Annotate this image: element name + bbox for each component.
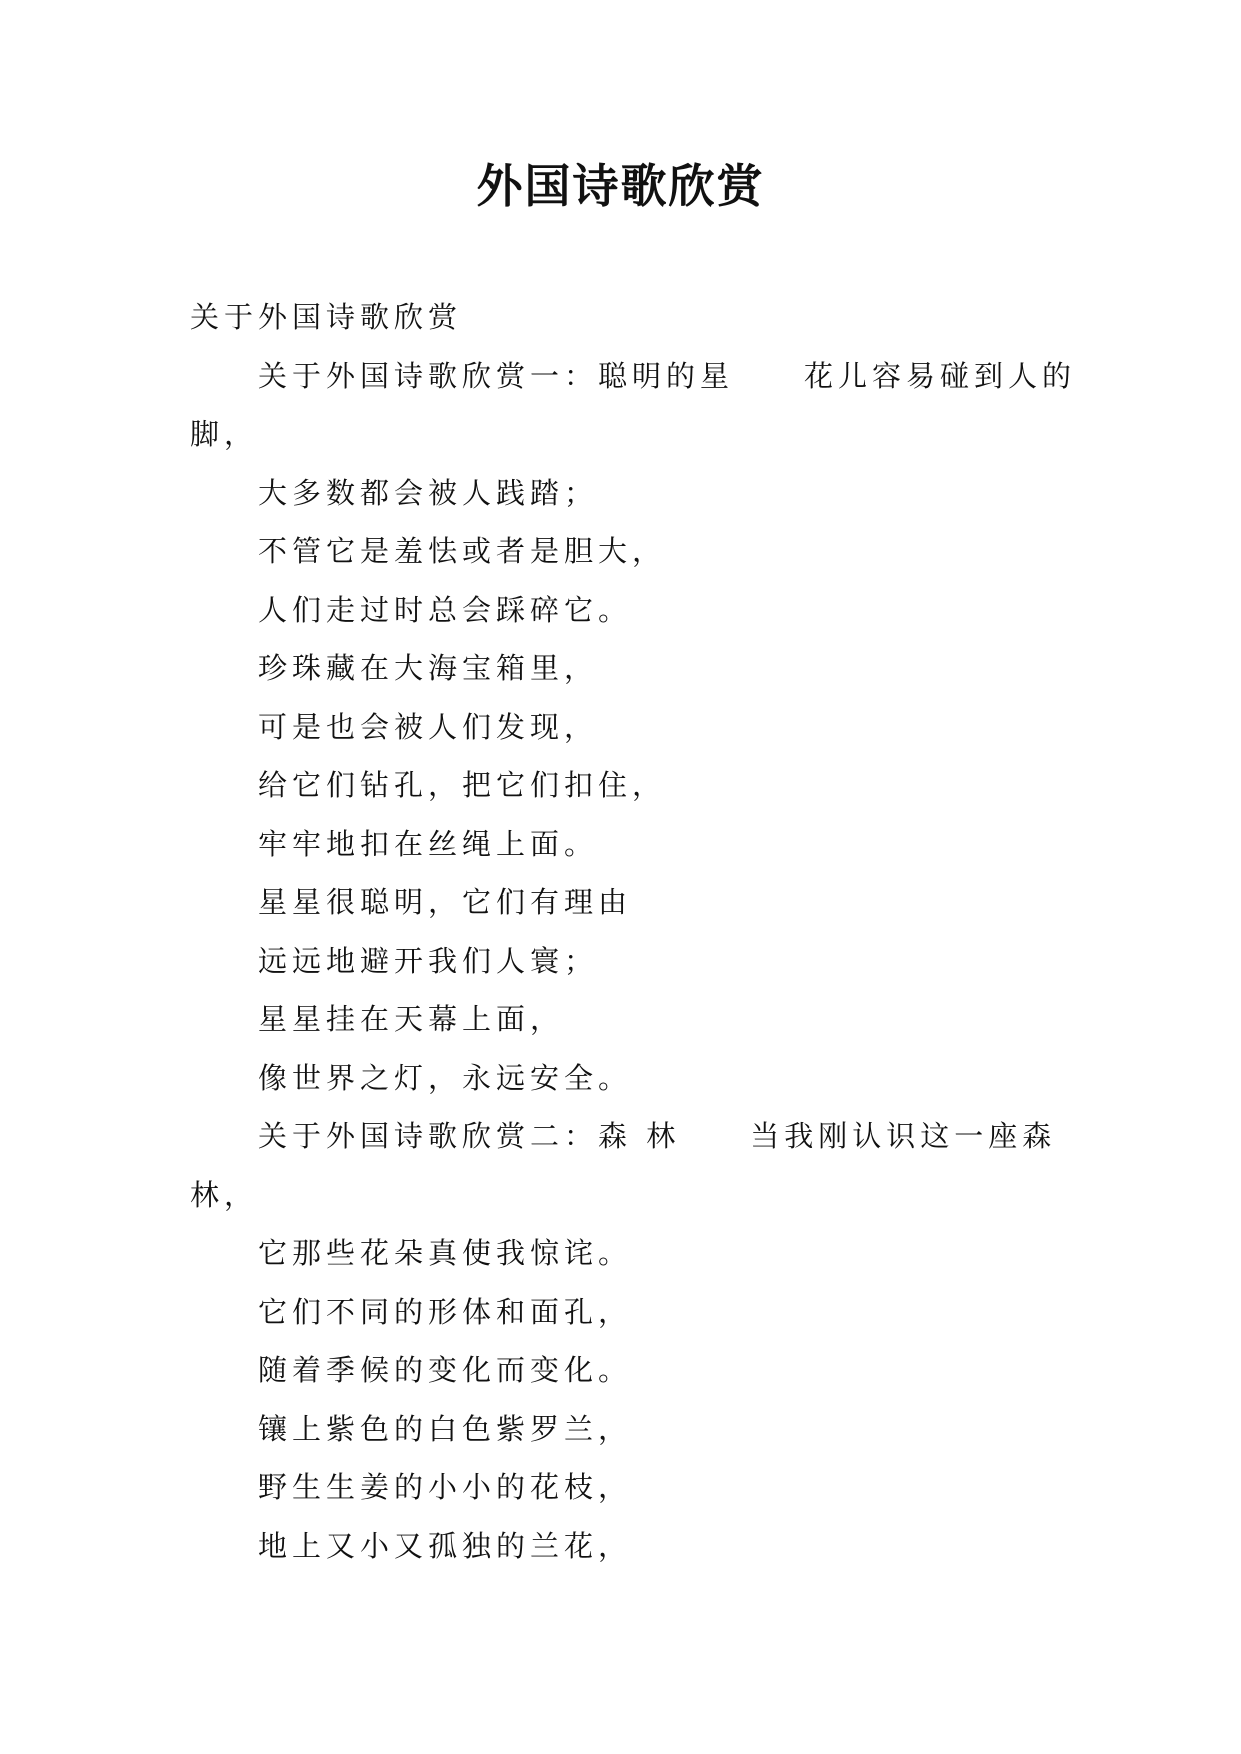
- poem-line: 不管它是羞怯或者是胆大，: [258, 534, 667, 568]
- poem2-intro: 关于外国诗歌欣赏二：森 林: [258, 1119, 681, 1153]
- poem-line: 地上又小又孤独的兰花，: [258, 1528, 633, 1563]
- poem-line: 星星很聪明，它们有理由: [258, 885, 633, 919]
- poem-line: 给它们钻孔，把它们扣住，: [258, 768, 667, 802]
- poem-line: 大多数都会被人践踏；: [258, 475, 599, 510]
- poem-line: 珍珠藏在大海宝箱里，: [258, 651, 599, 685]
- poem-line: 它那些花朵真使我惊诧。: [258, 1236, 633, 1270]
- poem-line: 野生生姜的小小的花枝，: [258, 1470, 633, 1504]
- poem2-intro-line: [190, 1107, 1060, 1166]
- poem2-first-line-wrap: 林，: [190, 1177, 259, 1212]
- poem1-intro: 关于外国诗歌欣赏一：聪明的星: [258, 358, 735, 393]
- poem-line: 可是也会被人们发现，: [258, 709, 599, 744]
- poem-line: 远远地避开我们人寰；: [258, 943, 599, 978]
- poem-line: 随着季候的变化而变化。: [258, 1353, 633, 1387]
- poem-line: 它们不同的形体和面孔，: [258, 1294, 633, 1329]
- poem-line: 镶上紫色的白色紫罗兰，: [258, 1411, 633, 1446]
- section-heading: 关于外国诗歌欣赏: [190, 300, 463, 334]
- poem-line: 像世界之灯，永远安全。: [258, 1060, 633, 1095]
- poem-line: 牢牢地扣在丝绳上面。: [258, 826, 599, 861]
- poem-line: 星星挂在天幕上面，: [258, 1002, 565, 1036]
- poem1-first-line-wrap: 脚，: [190, 417, 259, 451]
- poem2-first-line: 当我刚认识这一座森: [750, 1119, 1057, 1153]
- document-title: 外国诗歌欣赏: [476, 159, 765, 213]
- poem-line: 人们走过时总会踩碎它。: [258, 592, 633, 627]
- poem1-intro-line: [190, 347, 1077, 406]
- poem1-first-line: 花儿容易碰到人的: [804, 358, 1077, 393]
- document-body: [190, 288, 1077, 1575]
